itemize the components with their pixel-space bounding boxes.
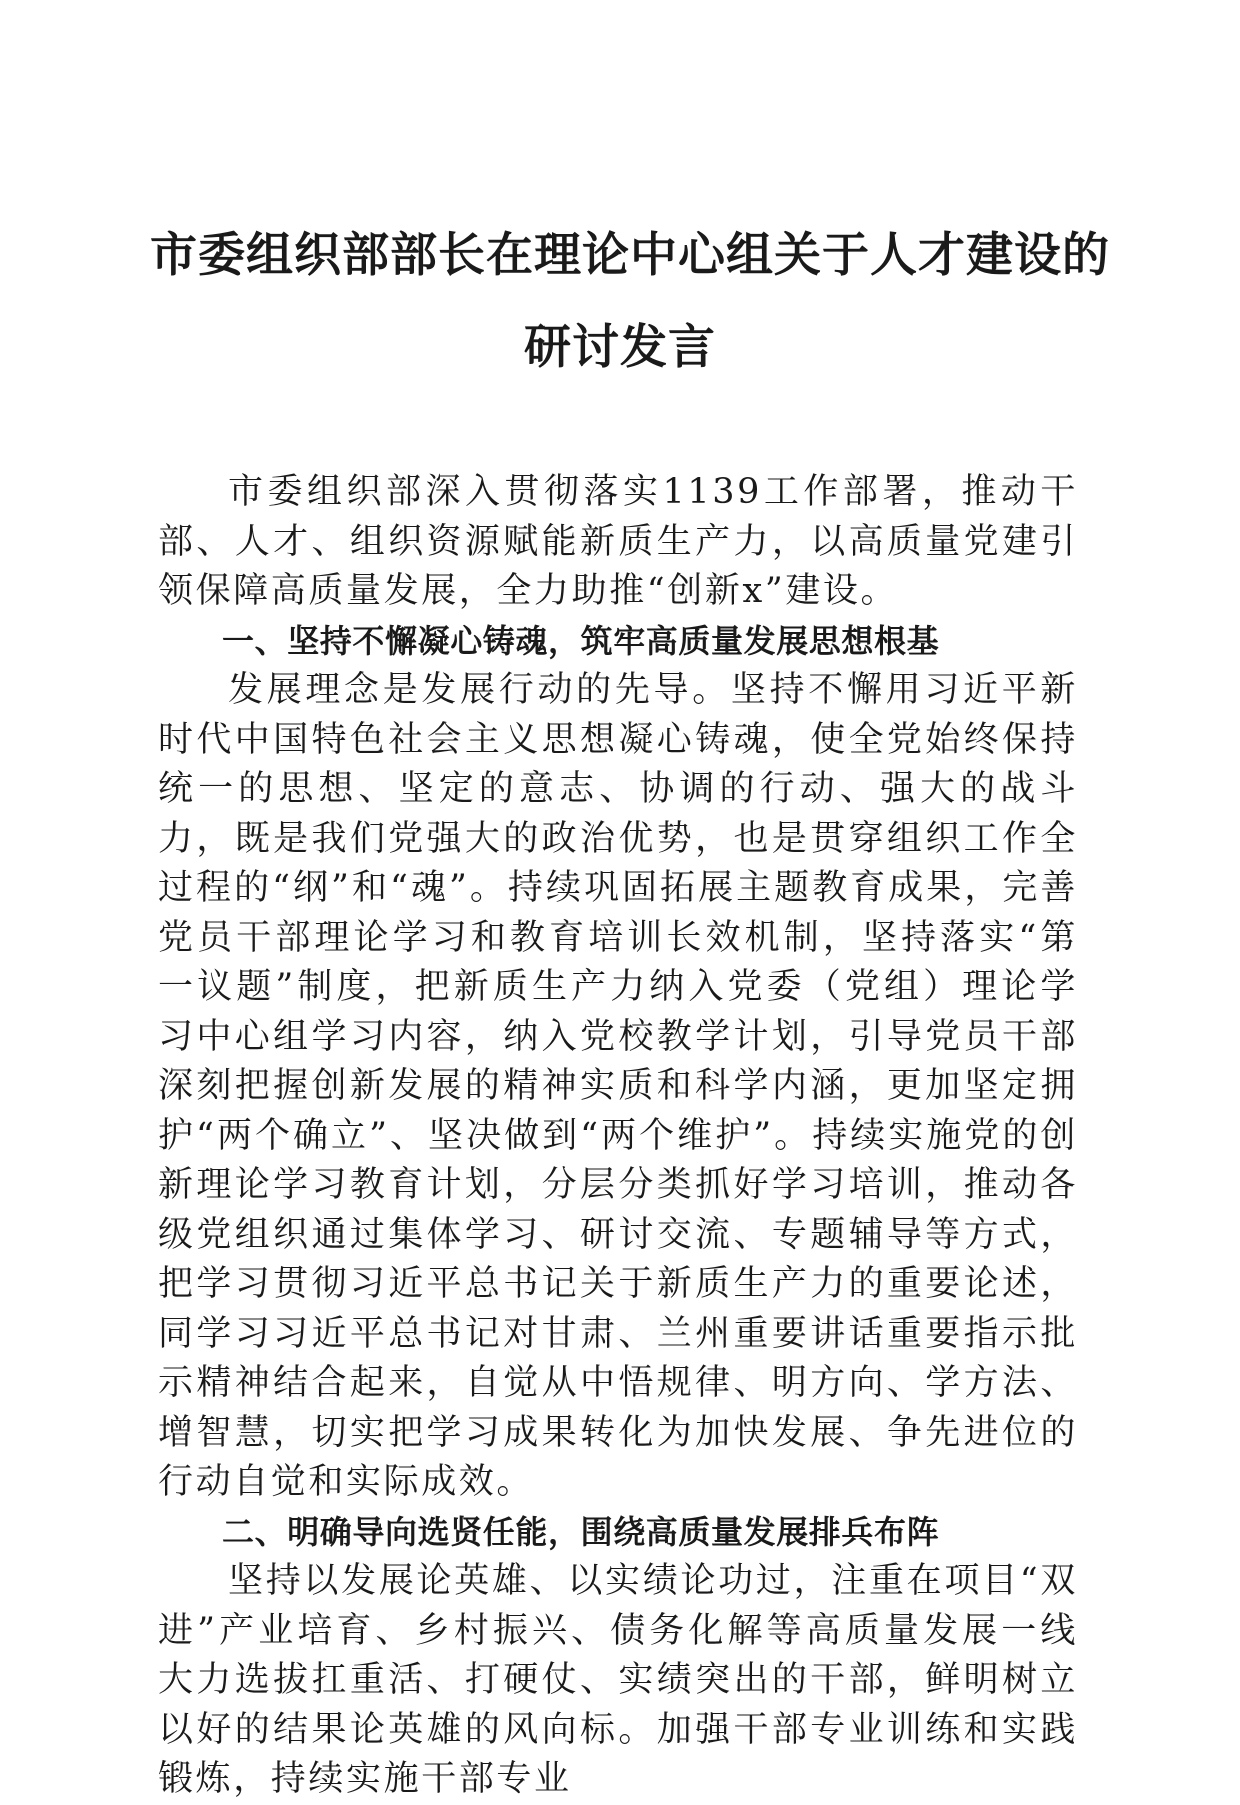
section-2-heading: 二、明确导向选贤任能，围绕高质量发展排兵布阵 xyxy=(222,1512,940,1551)
document-body xyxy=(158,468,1078,1805)
section-2-paragraph: 坚持以发展论英雄、以实绩论功过，注重在项目“双进”产业培育、乡村振兴、债务化解等高质量发展一线大力选拔扛重活、打硬仗、实绩突出的干部，鲜明树立以好的结果论英雄的风向标。加强干部专业训练和实践锻炼，持续实施干部专业 xyxy=(158,1561,1078,1799)
document-title-line-2: 研讨发言 xyxy=(524,320,716,375)
section-1-heading: 一、坚持不懈凝心铸魂，筑牢高质量发展思想根基 xyxy=(222,621,940,660)
document-title-line-1: 市委组织部部长在理论中心组关于人才建设的 xyxy=(150,228,1110,283)
section-1-paragraph: 发展理念是发展行动的先导。坚持不懈用习近平新时代中国特色社会主义思想凝心铸魂，使全党始终保持统一的思想、坚定的意志、协调的行动、强大的战斗力，既是我们党强大的政治优势，也是贯穿组织工作全过程的“纲”和“魂”。持续巩固拓展主题教育成果，完善党员干部理论学习和教育培训长效机制，坚持落实“第一议题”制度，把新质生产力纳入党委（党组）理论学习中心组学习内容，纳入党校教学计划，引导党员干部深刻把握创新发展的精神实质和科学内涵，更加坚定拥护“两个确立”、坚决做到“两个维护”。持续实施党的创新理论学习教育计划，分层分类抓好学习培训，推动各级党组织通过集体学习、研讨交流、专题辅导等方式，把学习贯彻习近平总书记关于新质生产力的重要论述，同学习习近平总书记对甘肃、兰州重要讲话重要指示批示精神结合起来，自觉从中悟规律、明方向、学方法、增智慧，切实把学习成果转化为加快发展、争先进位的行动自觉和实际成效。 xyxy=(158,670,1078,1502)
intro-paragraph: 市委组织部深入贯彻落实1139工作部署，推动干部、人才、组织资源赋能新质生产力，以高质量党建引领保障高质量发展，全力助推“创新x”建设。 xyxy=(158,472,1078,611)
